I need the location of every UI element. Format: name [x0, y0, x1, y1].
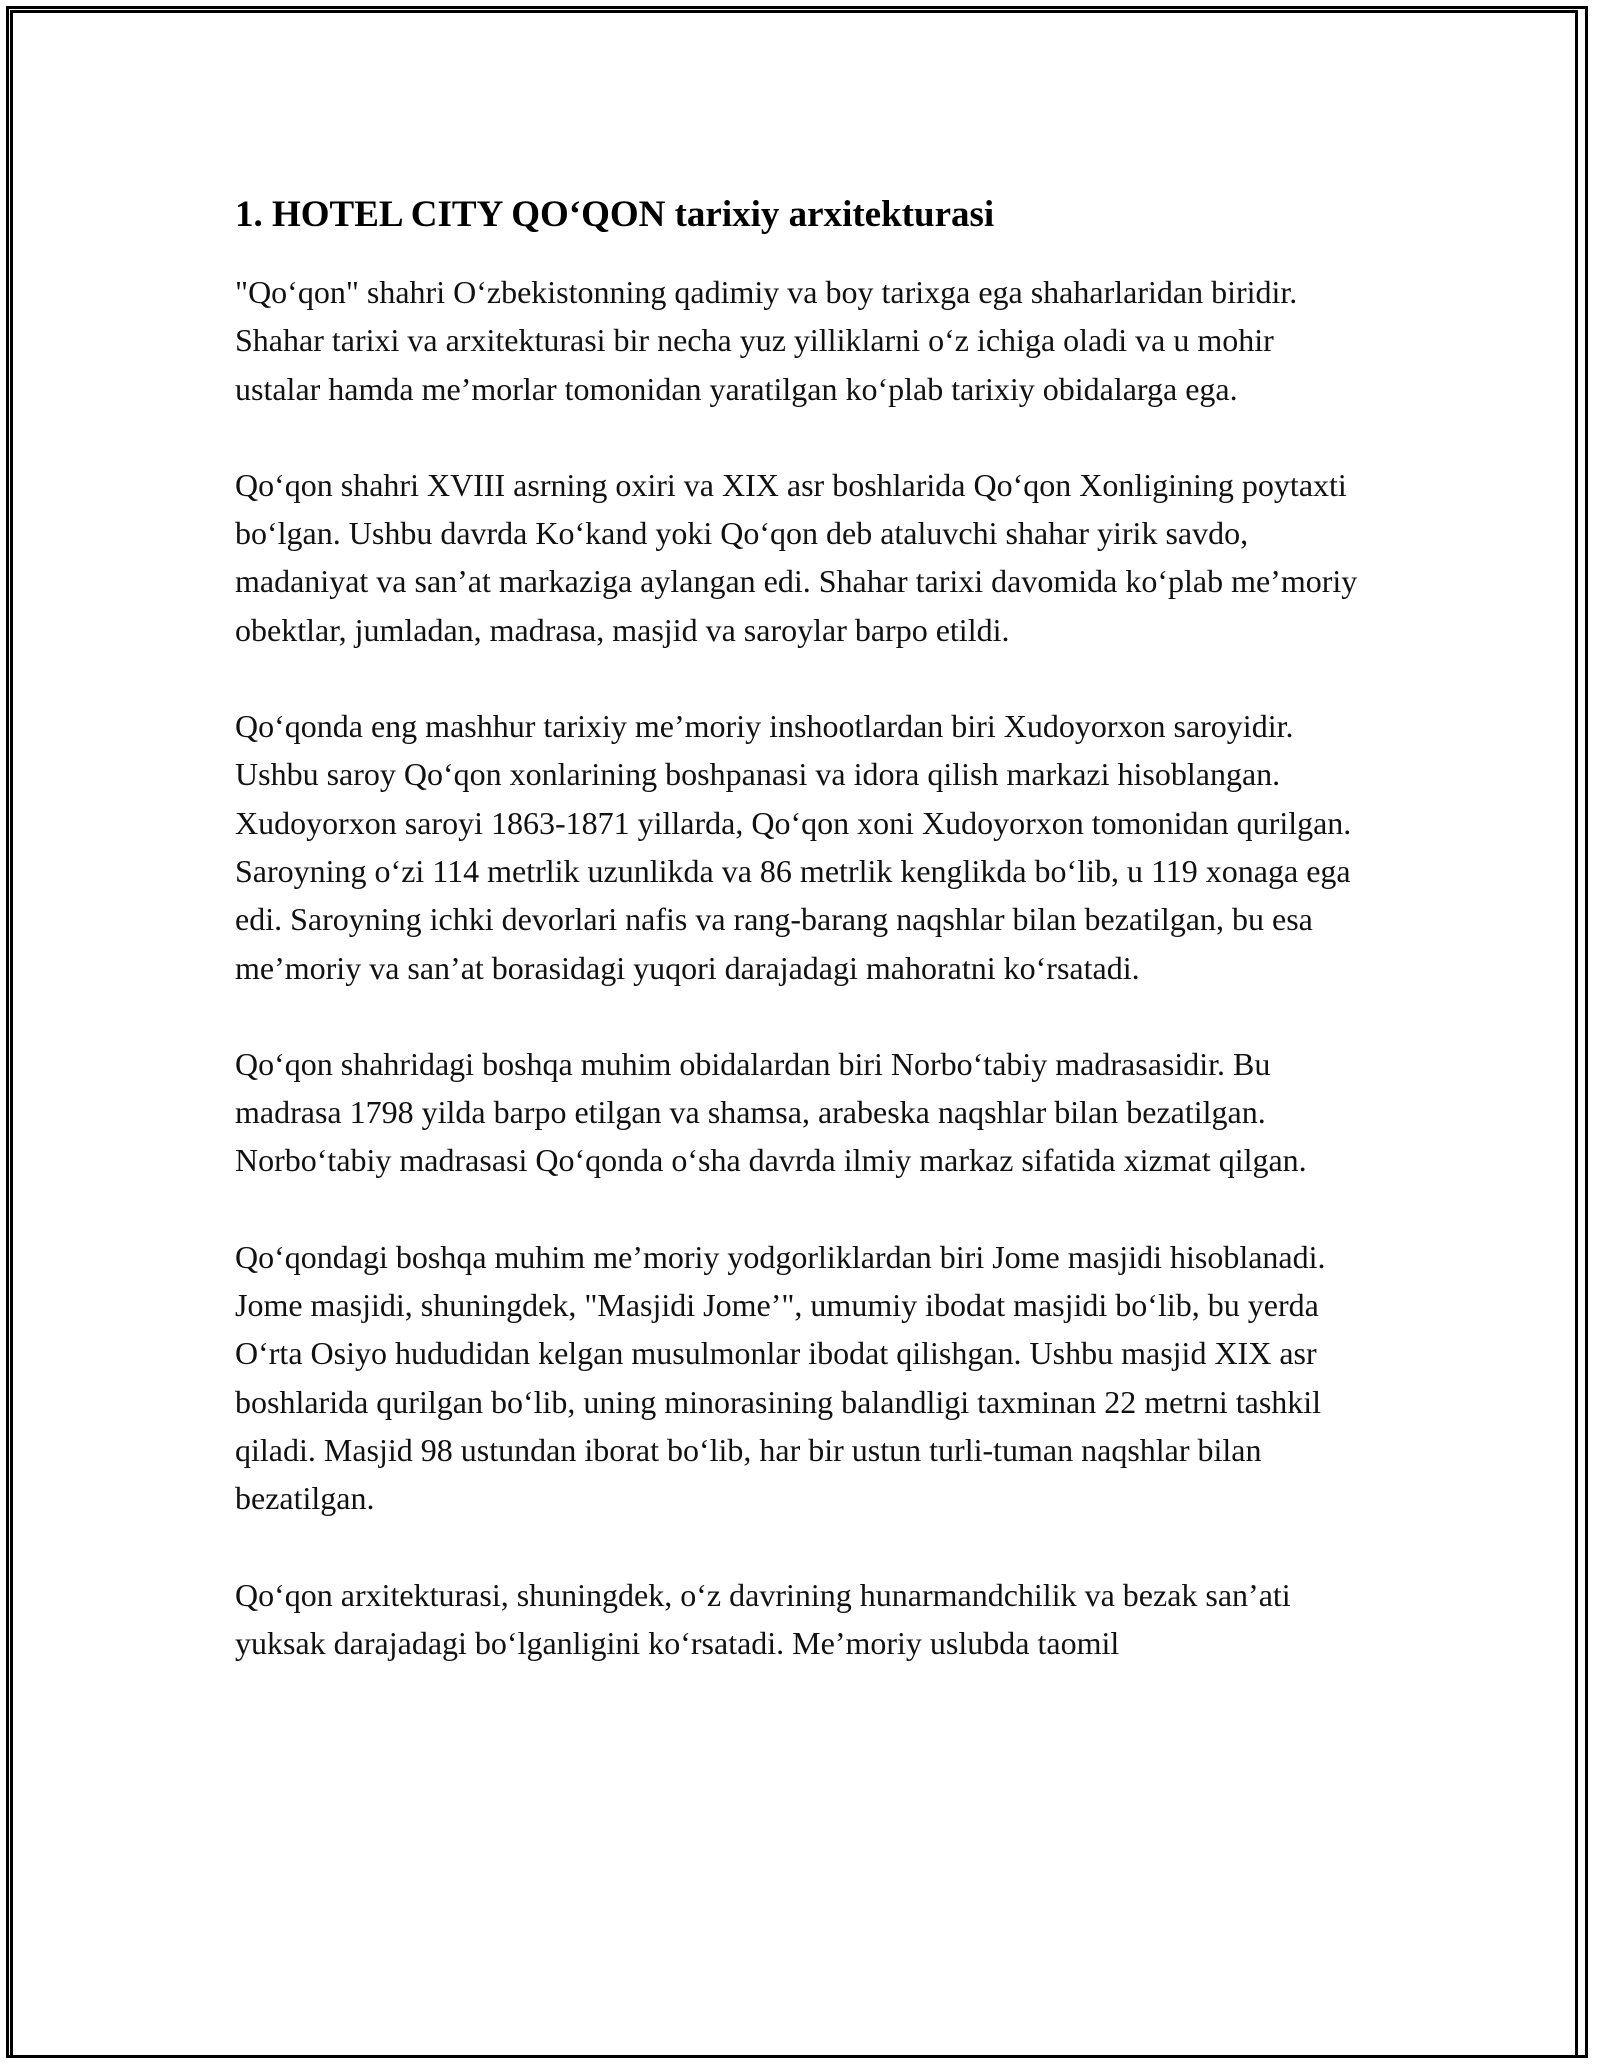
- paragraph-intro: "Qo‘qon" shahri O‘zbekistonning qadimiy va boy tarixga ega shaharlaridan biridir. Shahar tarixi va arxitekturasi bir necha yuz yilliklarni o‘z ichiga oladi va u mohir ustalar hamda me’morlar tomonidan yaratilgan ko‘plab tarixiy obidalarga ega.: [235, 274, 1298, 407]
- document-title: 1. HOTEL CITY QO‘QON tarixiy arxitekturasi: [235, 194, 995, 235]
- paragraph-norbotabiy-madrasa: Qo‘qon shahridagi boshqa muhim obidalardan biri Norbo‘tabiy madrasasidir. Bu madrasa 1798 yilda barpo etilgan va shamsa, arabeska naqshlar bilan bezatilgan. Norbo‘tabiy madrasasi Qo‘qonda o‘sha davrda ilmiy markaz sifatida xizmat qilgan.: [235, 1045, 1307, 1179]
- paragraph-jome-mosque: Qo‘qondagi boshqa muhim me’moriy yodgorliklardan biri Jome masjidi hisoblanadi. Jome masjidi, shuningdek, "Masjidi Jome’", umumiy ibodat masjidi bo‘lib, bu yerda O‘rta Osiyo hududidan kelgan musulmonlar ibodat qilishgan. Ushbu masjid XIX asr boshlarida qurilgan bo‘lib, uning minorasining balandligi taxminan 22 metrni tashkil qiladi. Masjid 98 ustundan iborat bo‘lib, har bir ustun turli-tuman naqshlar bilan bezatilgan.: [235, 1238, 1326, 1517]
- document-body: [235, 187, 1365, 1715]
- paragraph-architecture-crafts: Qo‘qon arxitekturasi, shuningdek, o‘z davrining hunarmandchilik va bezak san’ati yuksak darajadagi bo‘lganligini ko‘rsatadi. Me’moriy uslubda taomil: [235, 1576, 1291, 1661]
- paragraph-khudoyarkhan-palace: Qo‘qonda eng mashhur tarixiy me’moriy inshootlardan biri Xudoyorxon saroyidir. Ushbu saroy Qo‘qon xonlarining boshpanasi va idora qilish markazi hisoblangan. Xudoyorxon saroyi 1863-1871 yillarda, Qo‘qon xoni Xudoyorxon tomonidan qurilgan. Saroyning o‘zi 114 metrlik uzunlikda va 86 metrlik kenglikda bo‘lib, u 119 xonaga ega edi. Saroyning ichki devorlari nafis va rang-barang naqshlar bilan bezatilgan, bu esa me’moriy va san’at borasidagi yuqori darajadagi mahoratni ko‘rsatadi.: [235, 708, 1352, 986]
- paragraph-khanate-capital: Qo‘qon shahri XVIII asrning oxiri va XIX asr boshlarida Qo‘qon Xonligining poytaxti bo‘lgan. Ushbu davrda Ko‘kand yoki Qo‘qon deb ataluvchi shahar yirik savdo, madaniyat va san’at markaziga aylangan edi. Shahar tarixi davomida ko‘plab me’moriy obektlar, jumladan, madrasa, masjid va saroylar barpo etildi.: [235, 466, 1358, 648]
